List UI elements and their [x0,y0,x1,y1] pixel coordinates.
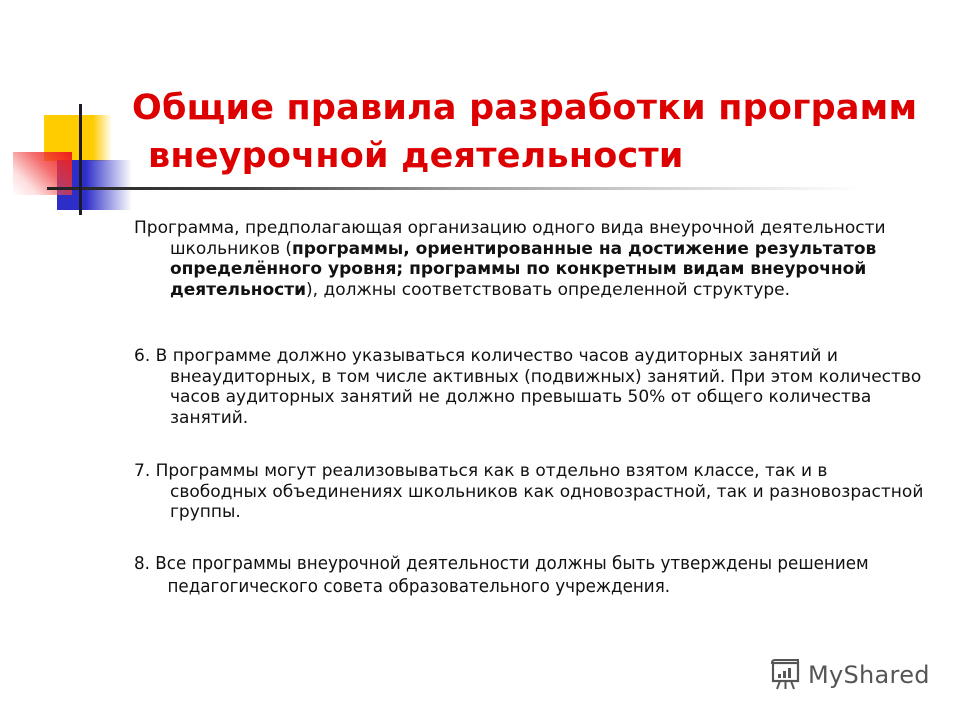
myshared-watermark [768,657,930,693]
yellow-square-decoration [44,115,112,161]
blue-square-decoration [57,160,132,210]
slide-title-line2: внеурочной деятельности [148,136,684,176]
red-square-decoration [13,152,72,195]
paragraph-structure [134,218,924,300]
paragraph-text: Программа, предполагающая организацию одного вида внеурочной деятельности школьников ( [134,218,886,259]
vertical-rule [79,104,82,215]
slide-title [132,84,917,180]
watermark-text: MyShared [808,661,930,689]
paragraph-rule-7: 7. Программы могут реализовываться как в отдельно взятом классе, так и в свободных объединениях школьников как одновозрастной, так и разновозрастной группы. [134,461,924,522]
horizontal-rule [47,187,862,190]
presentation-board-icon [768,658,802,692]
paragraph-text: ), должны соответствовать определенной структуре. [306,279,790,300]
paragraph-rule-6: 6. В программе должно указываться количество часов аудиторных занятий и внеаудиторных, в том числе активных (подвижных) занятий. При этом количество часов аудиторных занятий не должно превышать 50% от общего количества занятий. [134,346,922,428]
paragraph-bold-text: программы, ориентированные на достижение результатов определённого уровня; программы по конкретным видам внеурочной деятельности [170,238,877,300]
paragraph-rule-8: 8. Все программы внеурочной деятельности должны быть утверждены решением педагогического совета образовательного учреждения. [134,553,869,597]
slide-title-line1: Общие правила разработки программ [132,88,918,128]
